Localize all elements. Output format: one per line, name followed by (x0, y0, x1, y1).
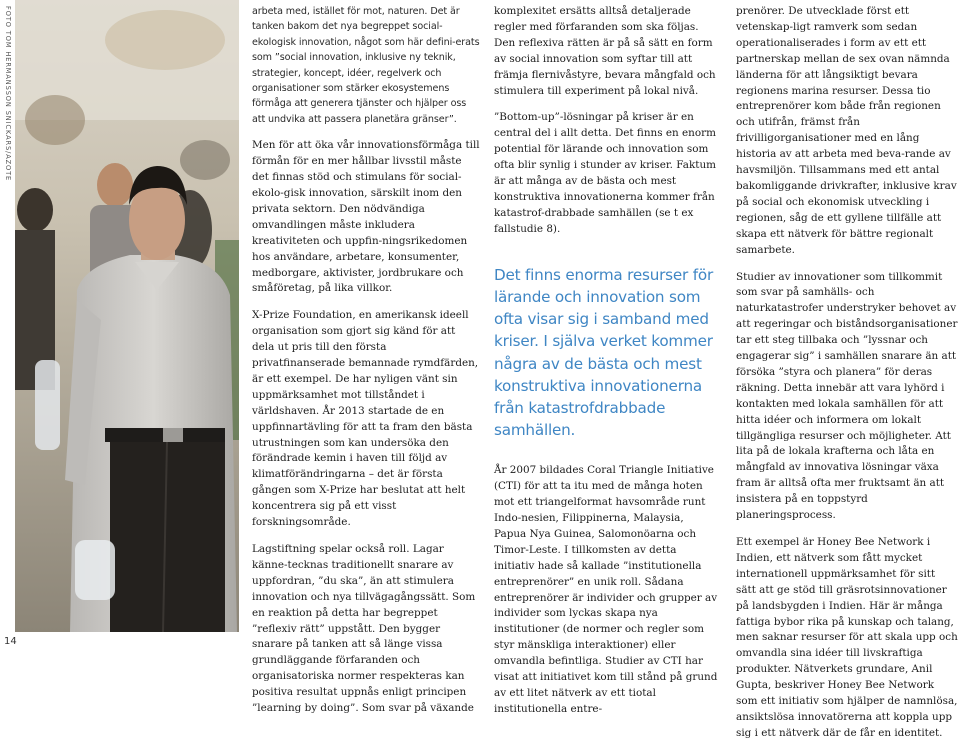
photo-illustration (15, 0, 239, 632)
page-number: 14 (4, 636, 17, 647)
text-column-1 (252, 4, 480, 728)
paragraph: komplexitet ersätts alltså detaljerade regler med förfaranden som ska följas. Den reflexiva rätten är på så sätt en form av social innovation som syftar till att främja flernivåstyre, bevara mångfald och stimulera till experiment på lokal nivå. (494, 5, 716, 97)
text-column-3 (736, 4, 958, 753)
paragraph: Ett exempel är Honey Bee Network i Indien, ett nätverk som fått mycket internationell uppmärksamhet för sitt sätt att ge stöd till gräsrotsinnovationer på landsbygden i Indien. Här är många fattiga bybor rika på kunskap och talang, men saknar resurser för att skala upp och omvandla sina idéer till livskraftiga produkter. Nätverkets grundare, Anil Gupta, beskriver Honey Bee Network som ett initiativ som hjälper de namnlösa, ansiktslösa innovatörerna att koppla upp sig i ett nätverk där de får en identitet. (736, 536, 958, 739)
paragraph: prenörer. De utvecklade först ett vetenskap-ligt ramverk som sedan operationaliserades i form av ett ett partnerskap mellan de sex ovan nämnda länderna för att långsiktigt bevara regionens marina resurser. Dessa tio entreprenörer kom både från regionen och utifrån, främst från frivilligorganisationer med en lång historia av att arbeta med beva-rande av havsmiljön. Tillsammans med ett antal bakomliggande drivkrafter, inklusive krav på social och ekonomisk utveckling i regionen, såg de ett gyllene tillfälle att skapa ett nätverk för bättre regionalt samarbete. (736, 5, 957, 256)
paragraph: Men för att öka vår innovationsförmåga till förmån för en mer hållbar livsstil måste det finnas stöd och stimulans för social-ekolo-gisk innovation, särskilt inom den privata sektorn. Den nödvändiga omvandlingen måste inkludera kreativiteten och uppfin-ningsrikedomen hos användare, arbetare, konsumenter, medborgare, aktivister, jordbrukare och småföretag, på lika villkor. (252, 139, 480, 295)
paragraph: X-Prize Foundation, en amerikansk ideell organisation som gjort sig känd för att dela ut pris till den första privatfinanserade bemannade rymdfärden, är ett exempel. De har nyligen vänt sin uppmärksamhet mot tillståndet i världshaven. År 2013 startade de en uppfinnartävling för att ta fram den bästa utrustningen som kan undersöka den förändrade kemin i haven till följd av klimatförändringarna – det är första gången som X-Prize har beslutat att helt koncentrera sig på ett visst forskningsområde. (252, 309, 479, 529)
paragraph: År 2007 bildades Coral Triangle Initiative (CTI) för att ta itu med de många hoten mot ett triangelformat havsområde runt Indo-nesien, Filippinerna, Malaysia, Papua Nya Guinea, Salomonöarna och Timor-Leste. I tillkomsten av detta initiativ hade så kallade ”institutionella entreprenörer” en unik roll. Sådana entreprenörer är individer och grupper av individer som lyckas skapa nya institutioner (de normer och regler som styr mänskliga interaktioner) eller omvandla befintliga. Studier av CTI har visat att initiativet kom till stånd på grund av ett litet nätverk av ett tiotal institutionella entre- (494, 464, 718, 715)
paragraph: ”Bottom-up”-lösningar på kriser är en central del i allt detta. Det finns en enorm potential för lärande och innovation som ofta blir synlig i stunder av kriser. Faktum är att många av de bästa och mest konstruktiva innovationerna kommer från katastrof-drabbade samhällen (se t ex fallstudie 8). (494, 111, 717, 235)
paragraph: arbeta med, istället för mot, naturen. Det är tanken bakom det nya begreppet social-ekologisk innovation, något som här defini-erats som ”social innovation, inklusive ny teknik, strategier, koncept, idéer, regelverk och organisationer som stärker ekosystemens förmåga att generera tjänster och hjälper oss att undvika att passera planetära gränser”. (252, 6, 480, 125)
paragraph: Studier av innovationer som tillkommit som svar på samhälls- och naturkatastrofer understryker behovet av att regeringar och biståndsorganisationer tar ett steg tillbaka och ”lyssnar och engagerar sig” i samhällen snarare än att försöka ”styra och planera” för deras räkning. Detta innebär att vara lyhörd i kontakten med lokala samhällen för att hitta idéer och informera om lokalt tillgängliga resurser och möjligheter. Att lita på de lokala krafterna och låta en mångfald av innovativa lösningar växa fram är alltså ofta mer fruktsamt än att insistera på en toppstyrd planeringsprocess. (736, 270, 958, 522)
photo-credit (3, 6, 13, 182)
photo-credit-text: FOTO TOM HERMANSSON SNICKARS/AZOTE (4, 6, 12, 182)
text-column-2 (494, 4, 719, 729)
paragraph: Lagstiftning spelar också roll. Lagar känne-tecknas traditionellt snarare av uppfordran, ”du ska”, än att stimulera innovation och nya tillvägagångssätt. Som en reaktion på detta har begreppet ”reflexiv rätt” uppstått. Den bygger snarare på tanken att så länge vissa grundläggande förfaranden och organisatoriska normer respekteras kan positiva resultat uppnås enligt principen ”learning by doing”. Som svar på växande (252, 543, 476, 715)
pull-quote: Det finns enorma resurser för lärande och innovation som ofta visar sig i samband med kriser. I själva verket kommer några av de bästa och mest konstruktiva innovationerna från katastrofdrabbade samhällen. (494, 265, 713, 440)
street-crowd-photo (15, 0, 239, 632)
